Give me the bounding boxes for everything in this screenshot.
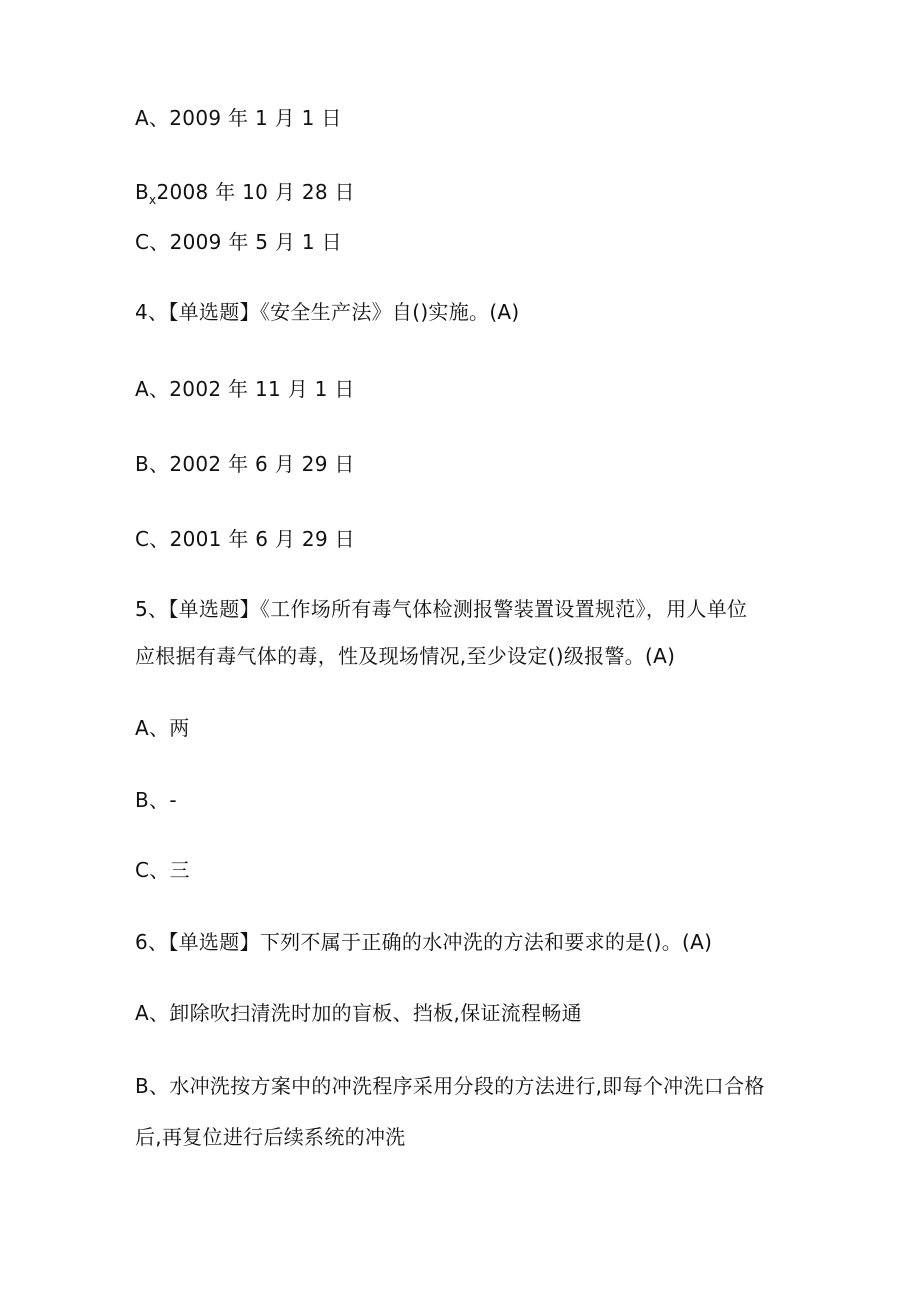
q5-stem-line1: 5、【单选题】《工作场所有毒气体检测报警装置设置规范》，用人单位 xyxy=(135,597,748,621)
q3-option-b-letter: B xyxy=(135,180,150,204)
q4-option-c: C、2001 年 6 月 29 日 xyxy=(135,527,355,551)
q6-option-a: A、卸除吹扫清洗时加的盲板、挡板,保证流程畅通 xyxy=(135,1001,582,1025)
q3-option-b-subscript: x xyxy=(149,193,157,207)
q6-stem: 6、【单选题】下列不属于正确的水冲洗的方法和要求的是()。(A) xyxy=(135,930,713,954)
q3-option-c: C、2009 年 5 月 1 日 xyxy=(135,230,342,254)
q3-option-a: A、2009 年 1 月 1 日 xyxy=(135,106,342,130)
q3-option-b-text: 2008 年 10 月 28 日 xyxy=(156,180,355,204)
q5-option-c: C、三 xyxy=(135,858,190,882)
q4-stem: 4、【单选题】《安全生产法》自()实施。(A) xyxy=(135,300,520,324)
q4-option-a: A、2002 年 11 月 1 日 xyxy=(135,377,355,401)
q6-option-b-line2: 后,再复位进行后续系统的冲洗 xyxy=(135,1125,406,1149)
q3-option-b xyxy=(135,178,780,209)
q4-option-b: B、2002 年 6 月 29 日 xyxy=(135,452,355,476)
q5-stem-line2: 应根据有毒气体的毒，性及现场情况,至少设定()级报警。(A) xyxy=(135,644,676,668)
q5-option-b: B、- xyxy=(135,788,177,812)
q6-option-b-line1: B、水冲洗按方案中的冲洗程序采用分段的方法进行,即每个冲洗口合格 xyxy=(135,1074,765,1098)
q5-option-a: A、两 xyxy=(135,716,190,740)
